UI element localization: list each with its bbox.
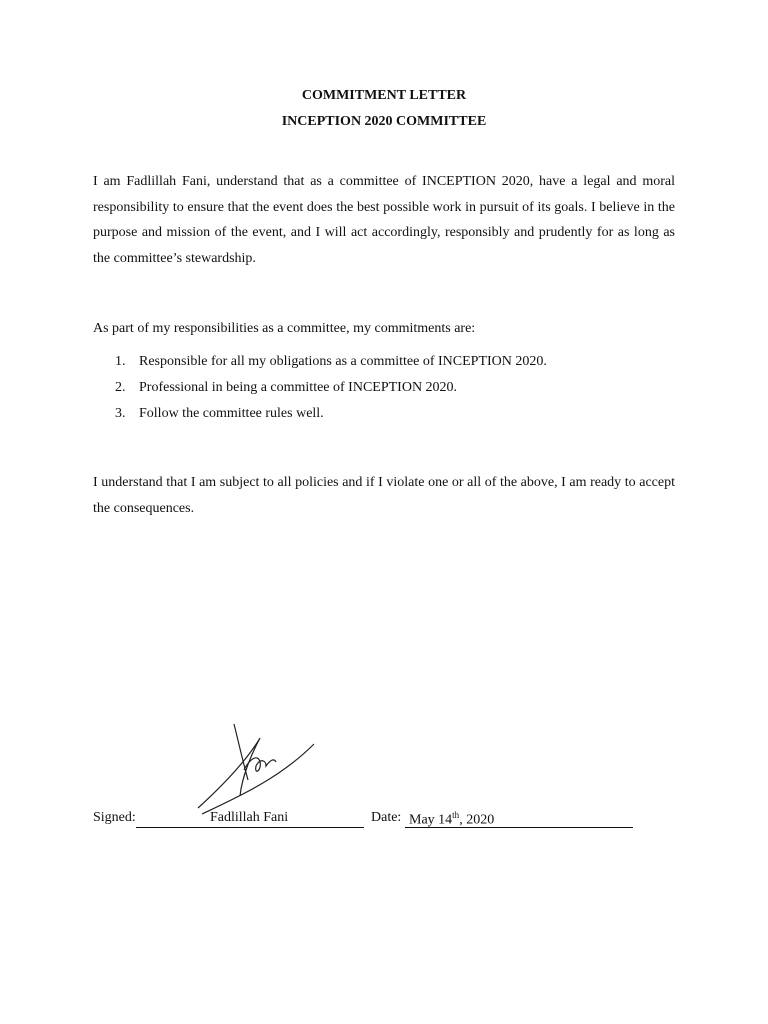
list-item (93, 349, 653, 375)
date-value (409, 810, 494, 829)
date-ordinal: th (452, 810, 460, 820)
commitments-list (93, 349, 653, 427)
letter-title: COMMITMENT LETTER (301, 88, 467, 103)
date-year: , 2020 (459, 812, 495, 828)
commitments-intro: As part of my responsibilities as a committee, my commitments are: (93, 321, 476, 336)
list-item-text: Professional in being a committee of INCEPTION 2020. (139, 380, 458, 395)
date-month-day: May 14 (409, 812, 453, 828)
handwritten-signature (190, 718, 320, 818)
list-item-text: Responsible for all my obligations as a committee of INCEPTION 2020. (139, 354, 547, 369)
signed-label: Signed: (93, 810, 136, 825)
list-item-number: 2. (115, 380, 126, 395)
letter-subtitle: INCEPTION 2020 COMMITTEE (281, 114, 487, 129)
list-item-text: Follow the committee rules well. (139, 406, 324, 421)
closing-paragraph: I understand that I am subject to all policies and if I violate one or all of the above, I am ready to accept the consequences. (93, 475, 675, 516)
list-item-number: 3. (115, 406, 126, 421)
signer-name: Fadlillah Fani (210, 810, 289, 825)
list-item (93, 401, 653, 427)
signature-block (93, 806, 653, 830)
list-item (93, 375, 653, 401)
date-label: Date: (371, 810, 402, 825)
intro-paragraph: I am Fadlillah Fani, understand that as a committee of INCEPTION 2020, have a legal and moral responsibility to ensure that the event does the best possible work in pursuit of its goals. I believe in the purpose and mission of the event, and I will act accordingly, responsibly and prudently for as long as the committee’s stewardship. (93, 174, 675, 266)
list-item-number: 1. (115, 354, 126, 369)
